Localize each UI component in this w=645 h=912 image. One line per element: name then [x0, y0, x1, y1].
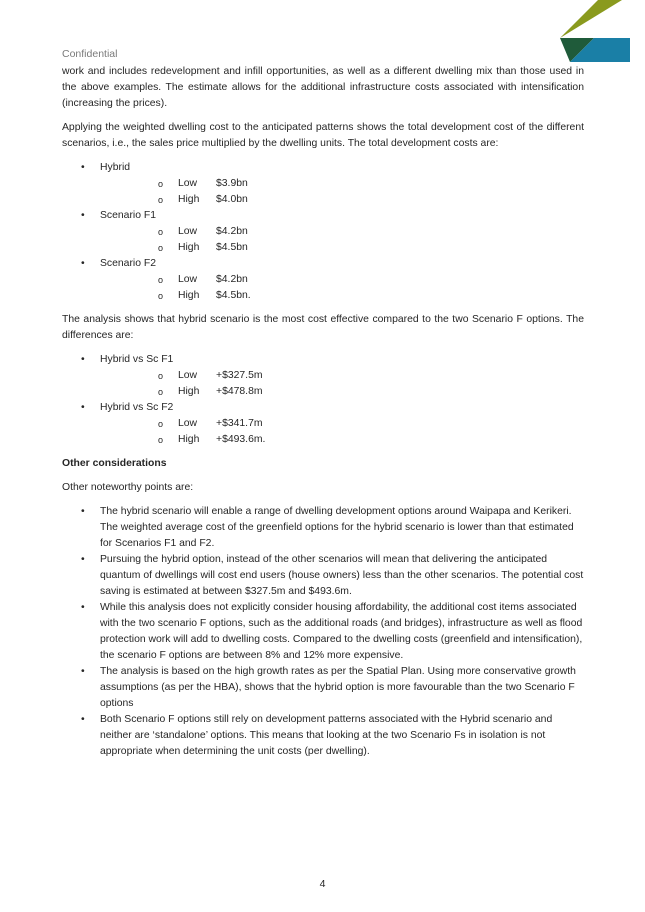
paragraph-other-intro: Other noteworthy points are:: [62, 482, 194, 493]
scenario-name: Hybrid: [100, 162, 131, 173]
list-item: [62, 352, 584, 400]
list-item: o High +$478.8m: [100, 384, 584, 400]
list-item: o High $4.0bn: [100, 192, 584, 208]
list-item: o Low +$341.7m: [100, 416, 584, 432]
cost-list: [62, 160, 584, 304]
list-item: • The hybrid scenario will enable a range of dwelling development options around Waipapa and Kerikeri. The weighted average cost of the greenfield options for the hybrid scenario is lower than that estimated for Scenarios F1 and F2.: [62, 504, 584, 552]
difference-value: +$493.6m.: [216, 434, 266, 445]
comparison-name: Hybrid vs Sc F1: [100, 354, 174, 365]
confidential-label: Confidential: [62, 48, 118, 60]
list-item: • Pursuing the hybrid option, instead of the other scenarios will mean that delivering the anticipated quantum of dwellings will cost end users (house owners) less than the other scenarios. The potential cost saving is estimated at between $327.5m and $493.6m.: [62, 552, 584, 600]
document-body: [62, 64, 584, 760]
list-item: o High $4.5bn.: [100, 288, 584, 304]
page-number: 4: [319, 878, 326, 890]
logo-icon: [560, 0, 630, 62]
paragraph-intensification: work and includes redevelopment and infill opportunities, as well as a different dwelling mix than those used in the above examples. The estimate allows for the additional infrastructure costs associated with intensification (increasing the prices).: [62, 66, 584, 109]
list-item: o Low $3.9bn: [100, 176, 584, 192]
section-heading: Other considerations: [62, 458, 167, 469]
list-item: o High +$493.6m.: [100, 432, 584, 448]
list-item: o Low +$327.5m: [100, 368, 584, 384]
paragraph-development-cost: Applying the weighted dwelling cost to the anticipated patterns shows the total development cost of the different scenarios, i.e., the sales price multiplied by the dwelling units. The total development costs are:: [62, 122, 584, 149]
list-item: o High $4.5bn: [100, 240, 584, 256]
list-item: [62, 400, 584, 448]
cost-value: $3.9bn: [216, 178, 248, 189]
list-item: [62, 160, 584, 208]
list-item: [62, 208, 584, 256]
list-item: • The analysis is based on the high growth rates as per the Spatial Plan. Using more conservative growth assumptions (as per the HBA), shows that the hybrid option is more favourable than the two Scenario F options: [62, 664, 584, 712]
difference-value: +$327.5m: [216, 370, 263, 381]
cost-value: $4.2bn: [216, 226, 248, 237]
paragraph-analysis: The analysis shows that hybrid scenario is the most cost effective compared to the two Scenario F options. The differences are:: [62, 314, 584, 341]
considerations-list: [62, 504, 584, 760]
list-item: o Low $4.2bn: [100, 272, 584, 288]
scenario-name: Scenario F1: [100, 210, 157, 221]
difference-value: +$478.8m: [216, 386, 263, 397]
cost-value: $4.5bn.: [216, 290, 251, 301]
difference-list: [62, 352, 584, 448]
scenario-name: Scenario F2: [100, 258, 157, 269]
cost-value: $4.5bn: [216, 242, 248, 253]
difference-value: +$341.7m: [216, 418, 263, 429]
list-item: [62, 256, 584, 304]
cost-value: $4.2bn: [216, 274, 248, 285]
list-item: • While this analysis does not explicitly consider housing affordability, the additional cost items associated with the two scenario F options, such as the additional roads (and bridges), infrastructure as well as flood protection work will add to dwelling costs. Compared to the dwelling costs (greenfield and intensification), the scenario F options are between 8% and 12% more expensive.: [62, 600, 584, 664]
comparison-name: Hybrid vs Sc F2: [100, 402, 174, 413]
cost-value: $4.0bn: [216, 194, 248, 205]
list-item: o Low $4.2bn: [100, 224, 584, 240]
list-item: • Both Scenario F options still rely on development patterns associated with the Hybrid scenario and neither are ‘standalone’ options. This means that looking at the two Scenario Fs in isolation is not appropriate when determining the unit costs (per dwelling).: [62, 712, 584, 760]
